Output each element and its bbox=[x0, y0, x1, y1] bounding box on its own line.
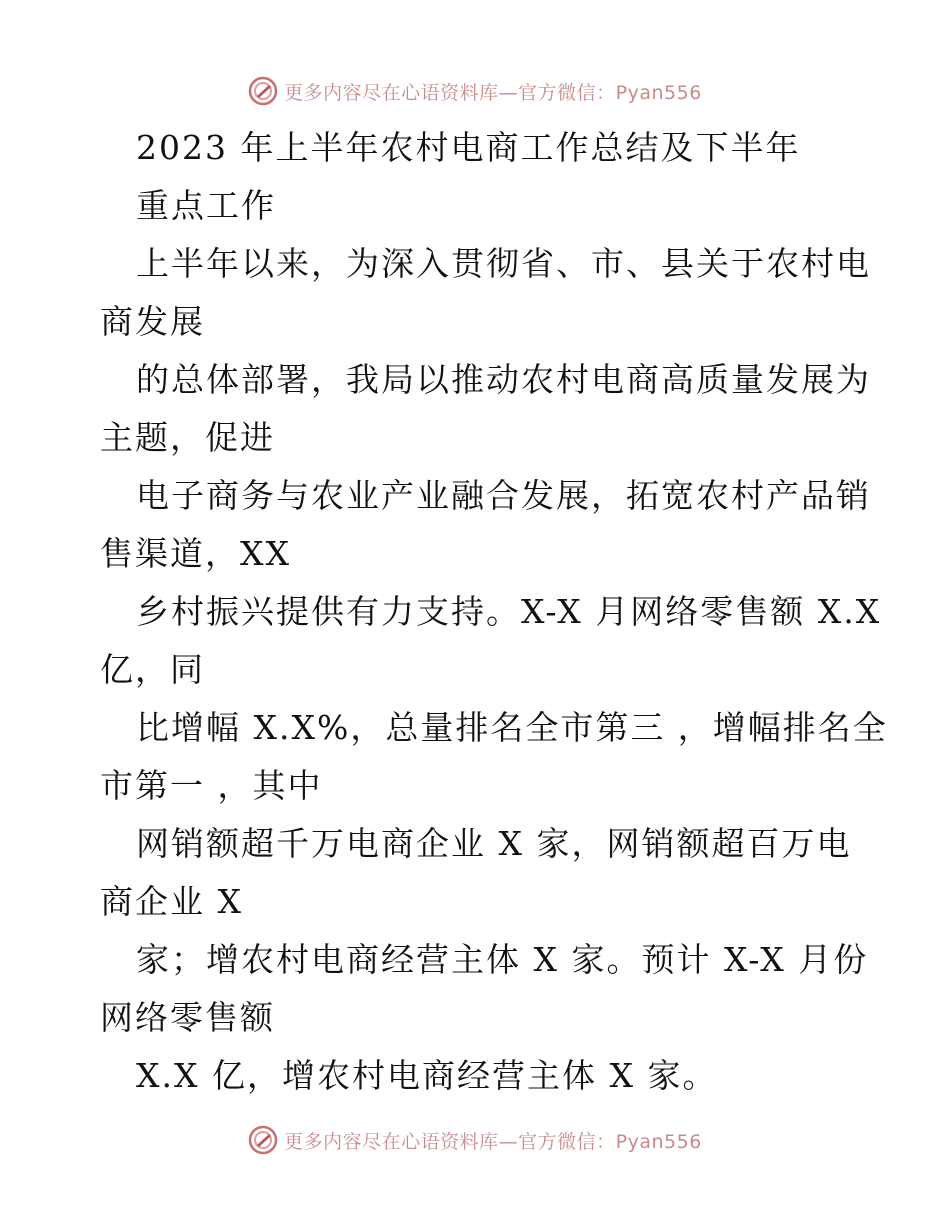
watermark-footer bbox=[0, 1120, 950, 1160]
doc-title-line-2: 重点工作 bbox=[136, 186, 276, 225]
doc-text-line: 商发展 bbox=[100, 302, 205, 341]
doc-text-line: 家；增农村电商经营主体 X 家。预计 X-X 月份 bbox=[136, 940, 869, 979]
doc-text-line: 市第一 ，其中 bbox=[100, 766, 323, 805]
doc-text-line: 网络零售额 bbox=[100, 998, 275, 1037]
brand-logo-icon bbox=[248, 1125, 278, 1155]
watermark-header bbox=[0, 71, 950, 111]
doc-text-line: X.X 亿，增农村电商经营主体 X 家。 bbox=[136, 1056, 718, 1095]
watermark-text: 更多内容尽在心语资料库—官方微信：Pyan556 bbox=[284, 81, 702, 104]
doc-title-line-1: 2023 年上半年农村电商工作总结及下半年 bbox=[136, 128, 801, 167]
doc-text-line: 商企业 X bbox=[100, 882, 243, 921]
doc-text-line: 乡村振兴提供有力支持。X-X 月网络零售额 X.X bbox=[136, 592, 882, 631]
doc-text-line: 比增幅 X.X%，总量排名全市第三 ，增幅排名全 bbox=[136, 708, 888, 747]
doc-text-line: 网销额超千万电商企业 X 家，网销额超百万电 bbox=[136, 824, 852, 863]
doc-text-line: 售渠道，XX bbox=[100, 534, 291, 573]
doc-text-line: 主题，促进 bbox=[100, 418, 275, 457]
watermark-text: 更多内容尽在心语资料库—官方微信：Pyan556 bbox=[284, 1130, 702, 1153]
doc-text-line: 亿，同 bbox=[100, 650, 205, 689]
doc-text-line: 上半年以来，为深入贯彻省、市、县关于农村电 bbox=[136, 244, 871, 283]
doc-text-line: 的总体部署，我局以推动农村电商高质量发展为 bbox=[136, 360, 871, 399]
doc-text-line: 电子商务与农业产业融合发展，拓宽农村产品销 bbox=[136, 476, 871, 515]
brand-logo-icon bbox=[248, 76, 278, 106]
